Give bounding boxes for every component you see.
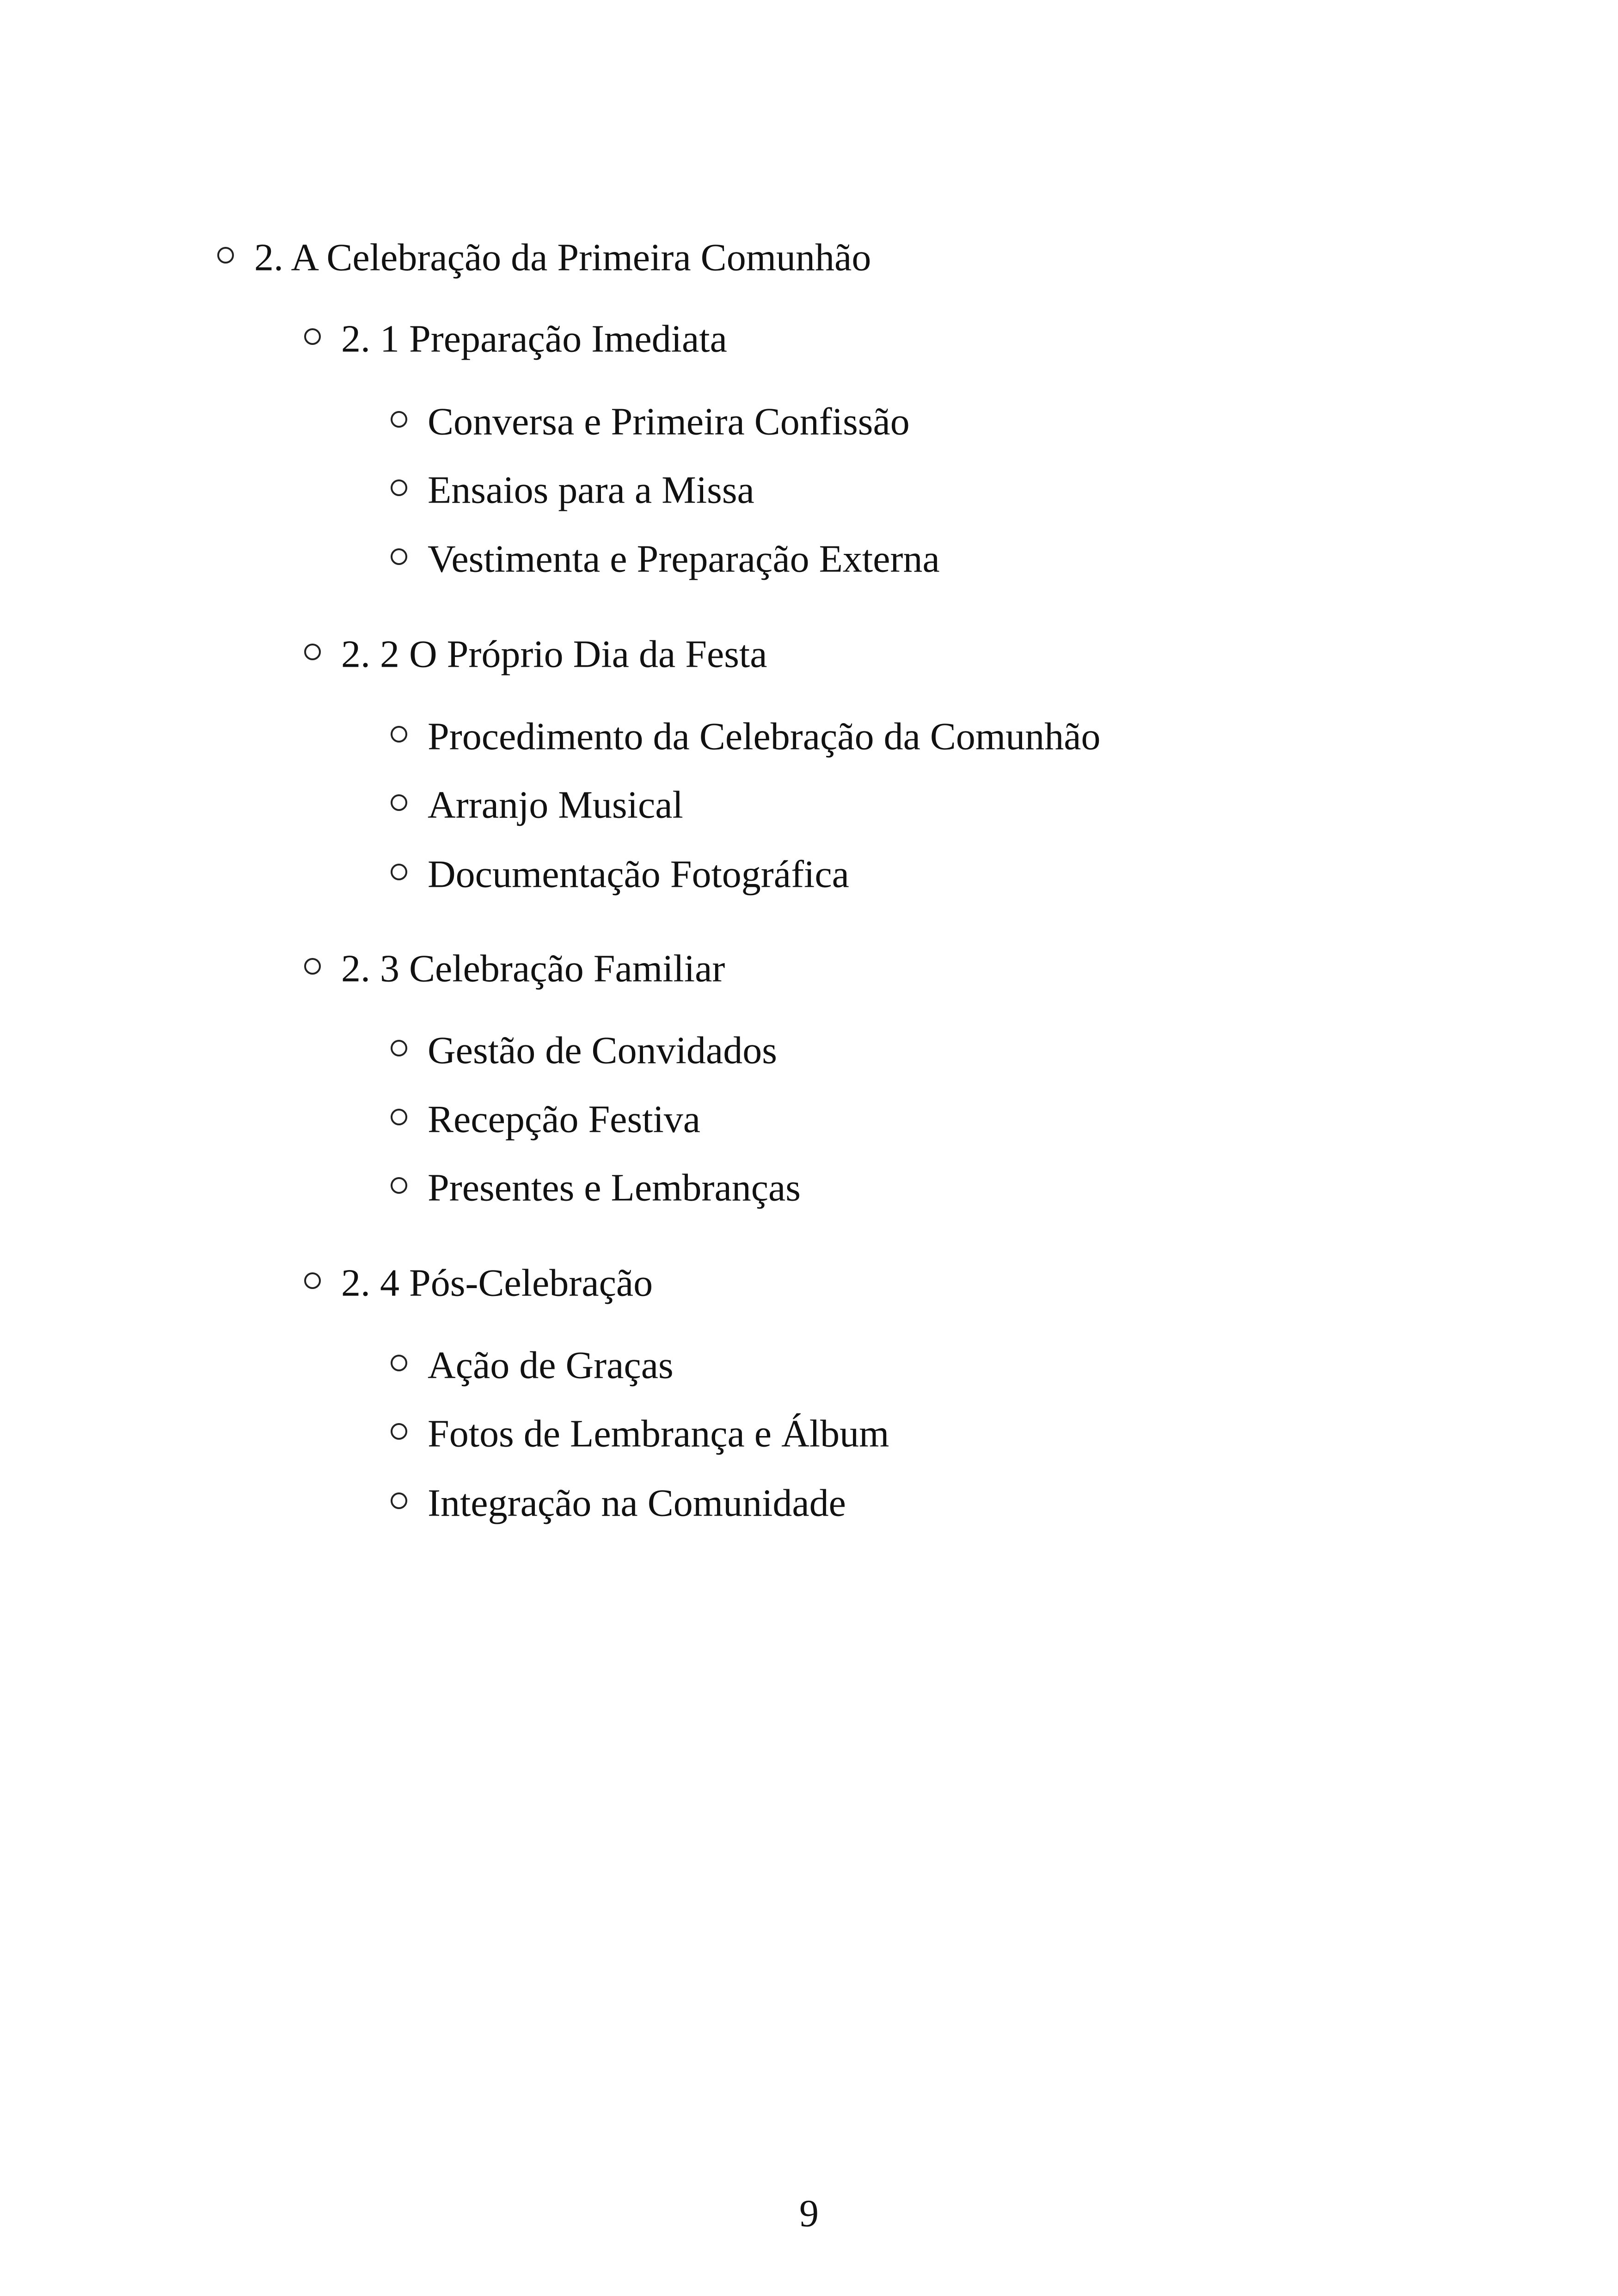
hollow-circle-icon <box>391 411 407 428</box>
list-item <box>391 848 849 894</box>
list-item <box>391 395 910 442</box>
list-item <box>391 1407 889 1454</box>
list-item <box>391 1161 801 1208</box>
page-number: 9 <box>799 2192 819 2235</box>
list-item-label: Conversa e Primeira Confissão <box>428 400 910 443</box>
hollow-circle-icon <box>391 1355 407 1371</box>
list-item-label: Vestimenta e Preparação Externa <box>428 537 940 581</box>
hollow-circle-icon <box>391 548 407 565</box>
list-item-label: Ação de Graças <box>428 1344 674 1387</box>
list-item <box>391 1477 846 1523</box>
hollow-circle-icon <box>391 1423 407 1440</box>
section-heading-item <box>304 628 767 674</box>
list-item <box>391 779 683 825</box>
section-heading: 2. 3 Celebração Familiar <box>341 947 725 990</box>
outline-title-item <box>217 231 871 277</box>
hollow-circle-icon <box>304 1272 321 1289</box>
list-item <box>391 1024 777 1070</box>
hollow-circle-icon <box>391 1492 407 1509</box>
hollow-circle-icon <box>304 644 321 660</box>
hollow-circle-icon <box>391 726 407 743</box>
section-heading-item <box>304 313 727 359</box>
list-item-label: Gestão de Convidados <box>428 1029 777 1072</box>
list-item-label: Ensaios para a Missa <box>428 468 754 512</box>
hollow-circle-icon <box>304 328 321 345</box>
list-item-label: Documentação Fotográfica <box>428 853 849 896</box>
hollow-circle-icon <box>217 247 234 264</box>
hollow-circle-icon <box>391 1109 407 1125</box>
hollow-circle-icon <box>391 1177 407 1194</box>
hollow-circle-icon <box>304 958 321 975</box>
list-item <box>391 1339 674 1385</box>
hollow-circle-icon <box>391 1040 407 1056</box>
hollow-circle-icon <box>391 479 407 496</box>
list-item-label: Fotos de Lembrança e Álbum <box>428 1412 889 1455</box>
section-heading: 2. 4 Pós-Celebração <box>341 1261 653 1305</box>
list-item-label: Recepção Festiva <box>428 1098 701 1141</box>
list-item <box>391 1093 700 1139</box>
list-item-label: Procedimento da Celebração da Comunhão <box>428 715 1101 758</box>
list-item-label: Arranjo Musical <box>428 783 683 827</box>
hollow-circle-icon <box>391 794 407 811</box>
section-heading-item <box>304 942 725 988</box>
list-item <box>391 710 1101 756</box>
list-item-label: Presentes e Lembranças <box>428 1166 801 1209</box>
section-heading: 2. 1 Preparação Imediata <box>341 317 727 361</box>
list-item <box>391 464 754 510</box>
section-heading-item <box>304 1257 653 1303</box>
list-item-label: Integração na Comunidade <box>428 1481 846 1525</box>
section-heading: 2. 2 O Próprio Dia da Festa <box>341 632 767 676</box>
hollow-circle-icon <box>391 864 407 880</box>
outline-title: 2. A Celebração da Primeira Comunhão <box>254 236 871 279</box>
list-item <box>391 533 940 579</box>
